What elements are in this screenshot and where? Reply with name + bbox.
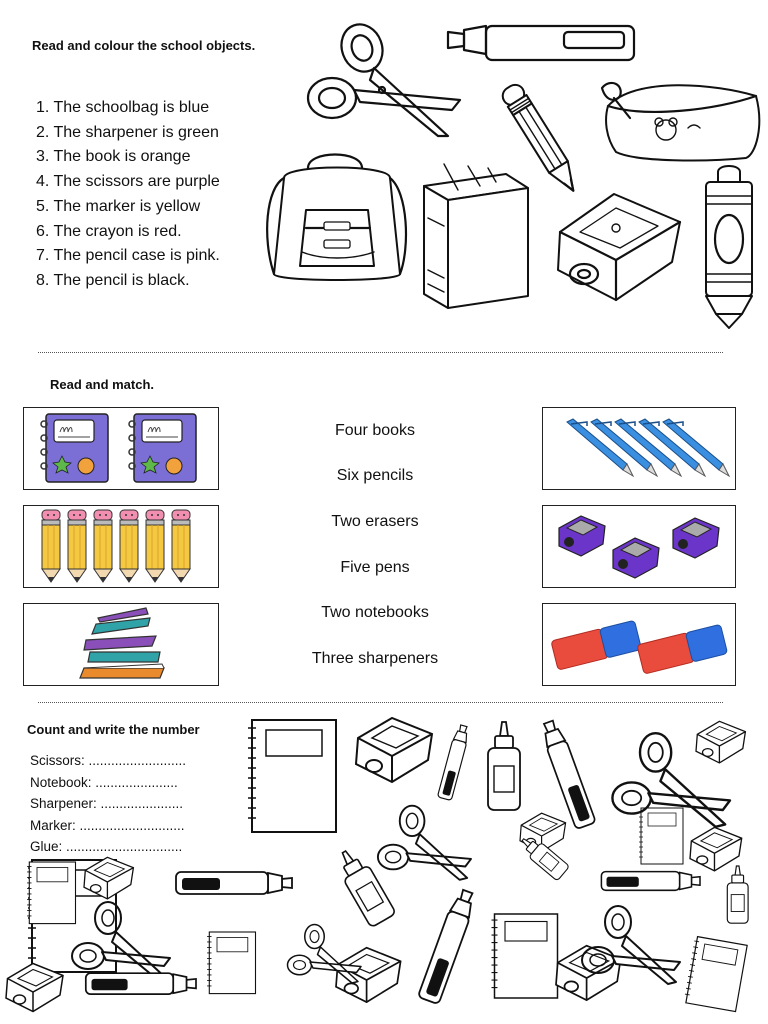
match-phrase: Two erasers <box>331 513 419 530</box>
marker-illustration[interactable] <box>446 20 641 70</box>
instruction-item: 2. The sharpener is green <box>36 123 219 141</box>
match-box-sharpeners[interactable] <box>542 505 736 588</box>
instruction-item: 5. The marker is yellow <box>36 197 201 215</box>
match-box-pencils[interactable] <box>23 505 219 588</box>
count-answer-line[interactable]: Sharpener: ...................... <box>30 796 184 811</box>
marker-icon <box>418 888 478 1005</box>
count-answer-line[interactable]: Marker: ............................ <box>30 817 185 833</box>
instruction-item: 8. The pencil is black. <box>36 271 190 289</box>
pens-image <box>563 414 723 484</box>
books-stack-image <box>74 606 174 684</box>
schoolbag-illustration[interactable] <box>262 148 410 288</box>
glue-icon <box>488 722 520 810</box>
match-phrase: Six pencils <box>336 467 414 484</box>
notebook-icon <box>684 936 748 1011</box>
notebook-icon <box>492 914 558 998</box>
notebook-icon <box>27 862 75 924</box>
match-box-pens[interactable] <box>542 407 736 490</box>
sharpeners-image <box>557 512 727 582</box>
book-illustration[interactable] <box>418 160 533 310</box>
count-answer-line[interactable]: Scissors: .......................... <box>30 753 187 768</box>
match-phrase: Two notebooks <box>321 604 429 621</box>
pencils-image <box>38 510 208 584</box>
erasers-image <box>549 612 731 678</box>
scissors-icon <box>582 906 680 984</box>
notebook-icon <box>639 808 683 864</box>
marker-icon <box>176 872 292 894</box>
count-answer-line[interactable]: Notebook: ...................... <box>30 774 178 790</box>
glue-icon <box>332 845 397 928</box>
instruction-item: 6. The crayon is red. <box>36 222 182 240</box>
counting-collage[interactable] <box>0 700 768 1024</box>
sharpener-icon <box>696 721 745 763</box>
instruction-item: 3. The book is orange <box>36 148 191 166</box>
marker-icon <box>601 872 700 891</box>
match-box-books[interactable] <box>23 603 219 686</box>
scissors-icon <box>288 925 362 984</box>
match-box-erasers[interactable] <box>542 603 736 686</box>
glue-icon <box>727 866 748 923</box>
section-1-title: Read and colour the school objects. <box>32 38 256 53</box>
sharpener-illustration[interactable] <box>554 186 686 306</box>
section-3-title: Count and write the number <box>27 722 200 737</box>
notebooks-image <box>36 412 211 484</box>
match-phrase: Three sharpeners <box>311 650 439 667</box>
section-2-title: Read and match. <box>50 377 155 392</box>
instruction-item: 4. The scissors are purple <box>36 173 220 191</box>
scissors-icon <box>378 806 471 880</box>
colour-instructions-list <box>36 96 220 294</box>
pencil-case-illustration[interactable] <box>596 66 766 166</box>
match-phrase: Four books <box>334 422 416 439</box>
instruction-item: 1. The schoolbag is blue <box>36 99 210 116</box>
match-phrase: Five pens <box>340 559 410 576</box>
crayon-illustration[interactable] <box>700 162 758 330</box>
marker-icon <box>437 724 470 801</box>
sharpener-icon <box>356 718 432 782</box>
notebook-icon <box>207 932 255 994</box>
notebook-icon <box>248 720 336 832</box>
match-box-notebooks[interactable] <box>23 407 219 490</box>
section-divider <box>38 352 723 353</box>
sharpener-icon <box>556 946 621 1000</box>
marker-icon <box>539 719 596 830</box>
sharpener-icon <box>690 827 742 871</box>
count-answer-line[interactable]: Glue: ............................... <box>30 839 183 854</box>
instruction-item: 7. The pencil case is pink. <box>36 247 220 265</box>
marker-icon <box>86 973 196 994</box>
scissors-illustration[interactable] <box>300 18 470 138</box>
